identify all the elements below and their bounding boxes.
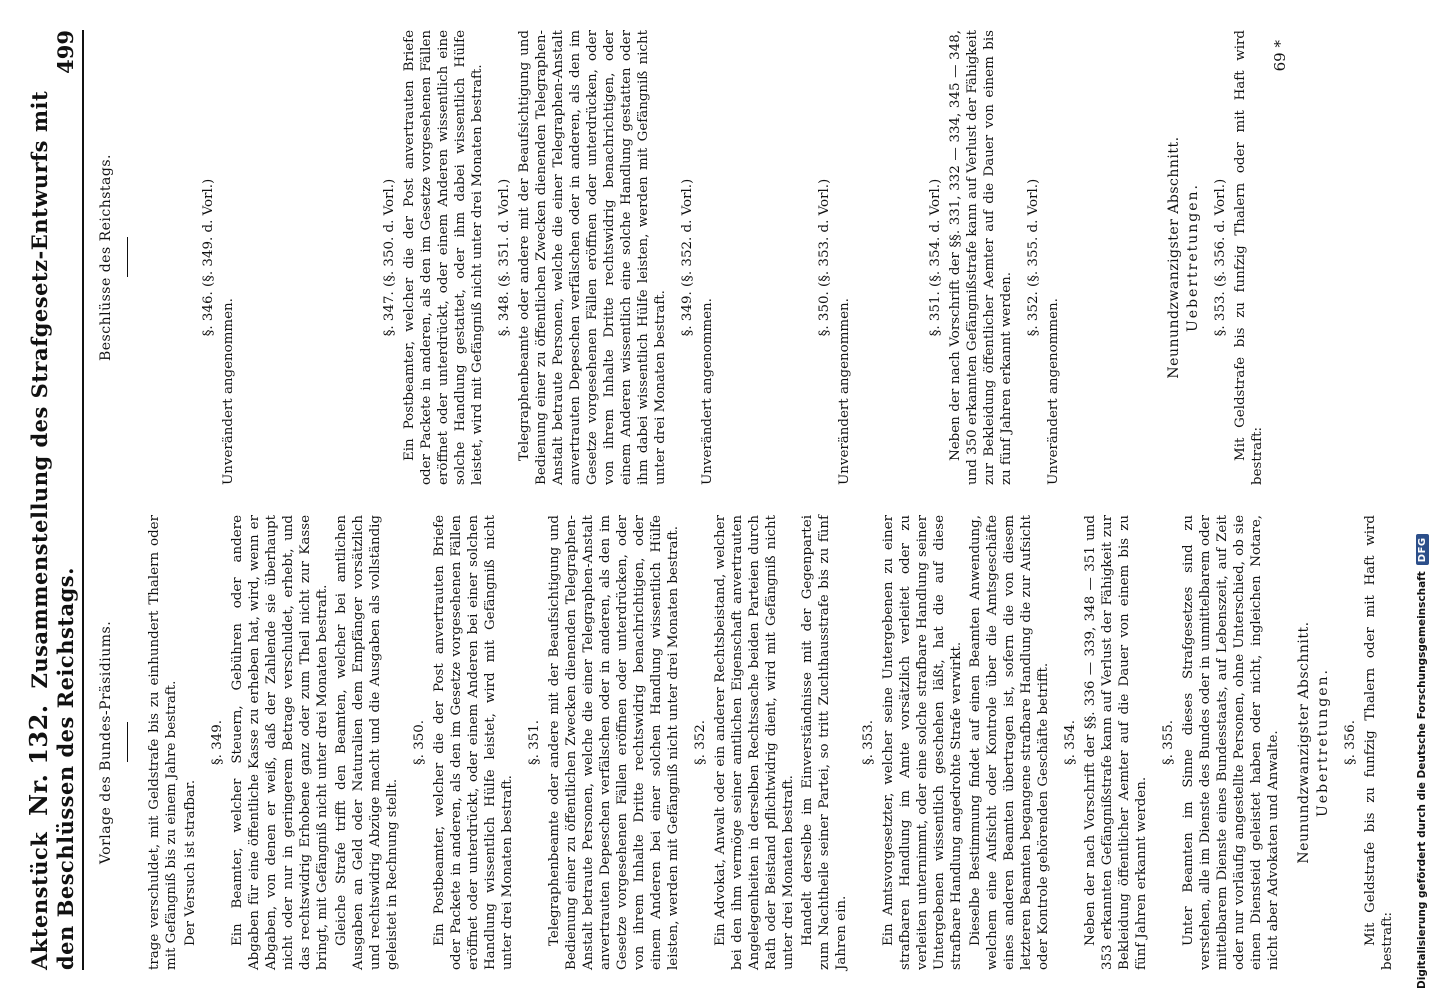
header-title: Zusammenstellung des Strafgesetz-Entwurfs mit den Beschlüssen des Reichstags. <box>27 90 78 970</box>
paragraph-text: Dieselbe Bestimmung findet auf einen Beamten Anwendung, welchem eine Aufsicht oder Kontrole über die Amtsgeschäfte eines anderen Beamten übertragen ist, sofern die von diesem letzteren Beamten begangene strafbare Handlung die zur Aufsicht oder Kontrole gehörenden Geschäfte betrifft. <box>968 515 1051 970</box>
column-heading-right: Beschlüsse des Reichstags. <box>98 154 114 362</box>
section-number: §. 354. <box>1063 719 1078 766</box>
paragraph-text: Der Versuch ist strafbar. <box>183 779 198 946</box>
vertical-gap <box>718 30 762 485</box>
vertical-gap <box>146 30 190 485</box>
right-column-body <box>146 30 1266 485</box>
section-number: §. 349. (§. 352. d. Vorl.) <box>680 178 695 337</box>
header-title-block <box>24 74 82 970</box>
digitization-sidebar <box>1396 0 1432 1000</box>
section-number: §. 348. (§. 351. d. Vorl.) <box>497 178 512 337</box>
paragraph-text: Telegraphenbeamte oder andere mit der Beaufsichtigung und Bedienung einer zu öffentlichen Zwecken dienenden Telegraphen-Anstalt betraute Personen, welche die einer Telegraphen-Anstalt anvertrauten Depeschen verfälschen oder in anderen, als den im Gesetze vorgesehenen Fällen eröffnen oder unterdrücken, oder von ihrem Inhalte Dritte rechtswidrig benachrichtigen, oder einem Anderen wissentlich eine solche Handlung gestatten oder ihm dabei wissentlich Hülfe leisten, werden mit Gefängniß nicht unter drei Monaten bestraft. <box>517 30 668 485</box>
section-number: §. 347. (§. 350. d. Vorl.) <box>382 178 397 337</box>
section-number: §. 355. <box>1161 719 1176 766</box>
column-heading-left: Vorlage des Bundes-Präsidiums. <box>98 620 114 865</box>
paragraph-text: Mit Geldstrafe bis zu funfzig Thalern oder mit Haft wird bestraft: <box>1363 515 1395 970</box>
paragraph-text: Ein Beamter, welcher Steuern, Gebühren oder andere Abgaben für eine öffentliche Kasse zu erheben hat, wird, wenn er Abgaben, von denen er weiß, daß der Zahlende sie überhaupt nicht oder nur in geringerem Betrage verschuldet, erhebt, und das rechtswidrig Erhobene ganz oder zum Theil nicht zur Kasse bringt, mit Gefängniß nicht unter drei Monaten bestraft. <box>230 515 330 970</box>
paragraph-text: Neben der nach Vorschrift der §§. 331, 332 — 334, 345 — 348, und 350 erkannten Gefängnißstrafe kann auf Verlust der Fähigkeit zur Bekleidung öffentlicher Aemter auf die Dauer von einem bis zu fünf Jahren erkannt werden. <box>948 30 1014 485</box>
heading-rule-left <box>127 723 128 763</box>
chapter-heading: Neunundzwanzigster Abschnitt. <box>1296 621 1312 864</box>
vertical-gap <box>1108 30 1152 485</box>
paragraph-text: Mit Geldstrafe bis zu funfzig Thalern oder mit Haft wird bestraft: <box>1233 30 1265 485</box>
page-header <box>24 30 84 970</box>
vertical-gap <box>762 30 806 485</box>
paragraph-text: Unverändert angenommen. <box>837 298 852 485</box>
section-number: §. 353. (§. 356. d. Vorl.) <box>1213 178 1228 337</box>
section-number: §. 351. (§. 354. d. Vorl.) <box>928 178 943 337</box>
paragraph-text: Unverändert angenommen. <box>700 298 715 485</box>
paragraph-text: Unter Beamten im Sinne dieses Strafgesetzes sind zu verstehen, alle im Dienste des Bundes oder in unmittelbarem oder mittelbarem Dienste eines Bundesstaats, auf Lebenszeit, auf Zeit oder nur vorläufig angestellte Personen, ohne Unterschied, ob sie einen Diensteid geleistet haben oder nicht, ingleichen Notare, nicht aber Advokaten und Anwalte. <box>1181 515 1281 970</box>
signature-mark: 69 * <box>1271 40 1289 72</box>
paragraph-text: Ein Advokat, Anwalt oder ein anderer Rechtsbeistand, welcher bei den ihm vermöge seiner amtlichen Eigenschaft anvertrauten Angelegenheiten in derselben Rechtssache beiden Parteien durch Rath oder Beistand pflichtwidrig dient, wird mit Gefängniß nicht unter drei Monaten bestraft. <box>713 515 796 970</box>
column-reichstag-resolutions <box>92 30 1330 485</box>
funding-notice-text: Digitalisierung gefördert durch die Deutsche Forschungsgemeinschaft <box>1416 571 1428 989</box>
vertical-gap <box>283 30 327 485</box>
column-government-proposal <box>92 515 1395 970</box>
page-number: 499 <box>53 30 78 74</box>
heading-rule-right <box>127 238 128 278</box>
paragraph-text: trage verschuldet, mit Geldstrafe bis zu einhundert Thalern oder mit Gefängniß bis zu einem Jahre bestraft. <box>147 515 179 970</box>
section-number: §. 346. (§. 349. d. Vorl.) <box>201 178 216 337</box>
paragraph-text: Handelt derselbe im Einverständnisse mit der Gegenpartei zum Nachtheile seiner Partei, so tritt Zuchthausstrafe bis zu fünf Jahren ein. <box>800 515 849 970</box>
funding-notice <box>1404 0 1432 995</box>
section-number: §. 351. <box>527 719 542 766</box>
section-number: §. 350. (§. 353. d. Vorl.) <box>817 178 832 337</box>
section-number: §. 349. <box>210 719 225 766</box>
left-column-body <box>146 515 1396 970</box>
header-prefix: Aktenstück <box>27 831 52 970</box>
vertical-gap <box>1064 30 1108 485</box>
section-number: §. 353. <box>861 719 876 766</box>
chapter-subheading: Uebertretungen. <box>1315 668 1331 817</box>
section-number: §. 352. (§. 355. d. Vorl.) <box>1026 178 1041 337</box>
section-number: §. 356. <box>1343 719 1358 766</box>
section-number: §. 350. <box>412 719 427 766</box>
header-document-number: Nr. 132. <box>24 704 53 816</box>
chapter-subheading: Uebertretungen. <box>1185 183 1201 332</box>
vertical-gap <box>899 30 917 485</box>
chapter-heading: Neunundzwanzigster Abschnitt. <box>1166 136 1182 379</box>
section-number: §. 352. <box>693 719 708 766</box>
dfg-logo: DFG <box>1416 534 1429 565</box>
vertical-gap <box>239 30 283 485</box>
paragraph-text: Unverändert angenommen. <box>1046 298 1061 485</box>
paragraph-text: Ein Postbeamter, welcher die der Post anvertrauten Briefe oder Packete in anderen, als den im Gesetze vorgesehenen Fällen eröffnet oder unterdrückt, oder einem Anderen bei einer solchen Handlung wissentlich Hülfe leistet, wird mit Gefängniß nicht unter drei Monaten bestraft. <box>432 515 515 970</box>
paragraph-text: Telegraphenbeamte oder andere mit der Beaufsichtigung und Bedienung einer zu öffentlichen Zwecken dienenden Telegraphen-Anstalt betraute Personen, welche die einer Telegraphen-Anstalt anvertrauten Depeschen verfälschen oder in anderen, als den im Gesetze vorgesehenen Fällen eröffnen oder unterdrücken, oder von ihrem Inhalte Dritte rechtswidrig benachrichtigen, oder einem Anderen bei einer solchen Handlung wissentlich Hülfe leisten, werden mit Gefängniß nicht unter drei Monaten bestraft. <box>547 515 681 970</box>
paragraph-text: Gleiche Strafe trifft den Beamten, welcher bei amtlichen Ausgaben an Geld oder Naturalien dem Empfänger vorsätzlich und rechtswidrig Abzüge macht und die Ausgaben als vollständig geleistet in Rechnung stellt. <box>334 515 400 970</box>
paragraph-text: Ein Amtsvorgesetzter, welcher seine Untergebenen zu einer strafbaren Handlung im Amte vorsätzlich verleitet oder zu verleiten unternimmt, oder eine solche strafbare Handlung seiner Untergebenen wissentlich geschehen läßt, hat die auf diese strafbare Handlung angedrohte Strafe verwirkt. <box>881 515 964 970</box>
paragraph-text: Unverändert angenommen. <box>221 298 236 485</box>
vertical-gap <box>855 30 899 485</box>
vertical-gap <box>327 30 371 485</box>
paragraph-text: Neben der nach Vorschrift der §§. 336 — 339, 348 — 351 und 353 erkannten Gefängnißstrafe kann auf Verlust der Fähigkeit zur Bekleidung öffentlicher Aemter auf die Dauer von einem bis zu fünf Jahren erkannt werden. <box>1083 515 1149 970</box>
paragraph-text: Ein Postbeamter, welcher die der Post anvertrauten Briefe oder Packete in anderen, als den im Gesetze vorgesehenen Fällen eröffnet oder unterdrückt, oder einem Anderen wissentlich eine solche Handlung gestattet, oder ihm dabei wissentlich Hülfe leistet, wird mit Gefängniß nicht unter drei Monaten bestraft. <box>402 30 485 485</box>
